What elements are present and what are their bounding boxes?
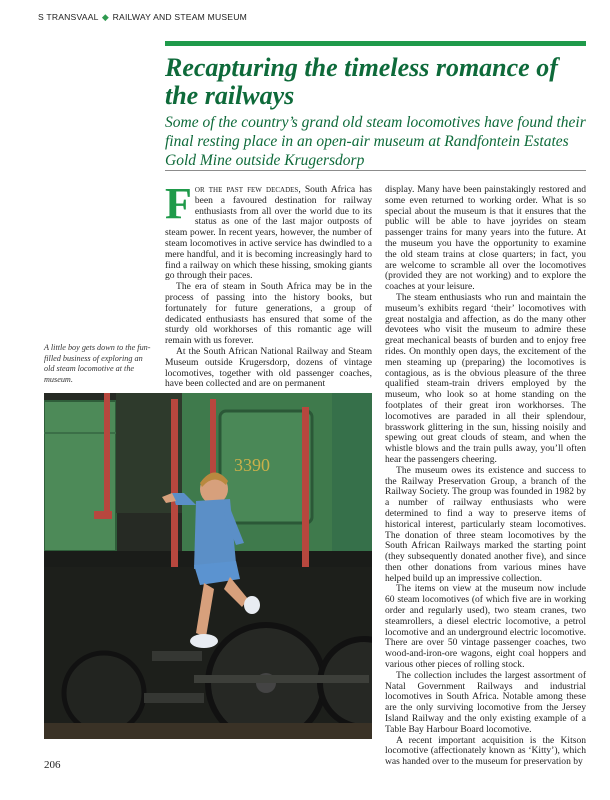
paragraph: The museum owes its existence and success to the Railway Preservation Group, a branch of the Railway Society. The group was founded in 1982 by a number of railway enthusiasts who were determined to find a way to preserve items of historical interest, particularly steam locomotives. The donation of three steam locomotives by the South African Railways marked the starting point (they subsequently donated another five), and since then other donations from various mines have helped build up an impressive collection. bbox=[385, 464, 586, 584]
small-wheel bbox=[64, 653, 144, 733]
header-section: S TRANSVAAL bbox=[38, 12, 99, 22]
paragraph: The steam enthusiasts who run and maintain the museum’s exhibits regard ‘their’ locomotives with great nostalgia and affection, as do the many other devotees who visit the museum to admire these great mechanical beasts of burden and to enjoy free rides. On monthly open days, the excitement of the men steaming up (preparing) the locomotives is contagious, as is the obvious pleasure of the three qualified steam-train drivers employed by the museum, who look so at home standing on the footplates of their great iron workhorses. The locomotives are paraded in all their splendour, brasswork glittering in the sun, hissing noisily and spewing out great clouds of steam, and when the whistle blows and the train pulls away, you’ll often hear the passengers cheering. bbox=[385, 291, 586, 465]
paragraph: The collection includes the largest assortment of Natal Government Railways and industrial locomotives in South Africa. Notable among these are the only surviving locomotive from the Jersey Island Railway and the only existing example of a Table Bay Harbour Board locomotive. bbox=[385, 669, 586, 735]
locomotive-photo bbox=[44, 393, 372, 739]
article-subtitle: Some of the country’s grand old steam locomotives have found their final resting place in an open-air museum at Randfontein Estates Gold Mine outside Krugersdorp bbox=[165, 114, 586, 169]
lead-in: or the past few decades bbox=[194, 184, 299, 195]
drop-cap: F bbox=[165, 179, 192, 228]
paragraph: The era of steam in South Africa may be in the process of passing into the history books, but fortunately for future generations, a group of dedicated enthusiasts has ensured that some of the sturdy old workhorses of this romantic age will remain with us forever. bbox=[165, 281, 372, 347]
article-title: Recapturing the timeless romance of the railways bbox=[165, 53, 558, 110]
paragraph: display. Many have been painstakingly restored and some even returned to working order. What is so special about the museum is that it ensures that the public will be able to have joyrides on steam passenger trains for many years into the future. At the museum you have the opportunity to examine the old steam trains at close quarters; in fact, you are welcome to scramble all over the locomotives (provided they are not working) and to explore the coaches at your leisure. bbox=[385, 184, 586, 293]
handrail bbox=[171, 399, 178, 569]
handrail bbox=[104, 393, 110, 513]
paragraph: At the South African National Railway and Steam Museum outside Krugersdorp, dozens of vintage locomotives, together with old passenger coaches, have been collected and are on permanent bbox=[165, 345, 372, 390]
body-column-1 bbox=[165, 179, 372, 390]
diamond-icon: ◆ bbox=[101, 12, 110, 22]
header-chapter: RAILWAY AND STEAM MUSEUM bbox=[112, 12, 247, 22]
subtitle-rule bbox=[165, 170, 586, 171]
paragraph: A recent important acquisition is the Kitson locomotive (affectionately known as ‘Kitty’), which was handed over to the museum for preservation by bbox=[385, 734, 586, 768]
step bbox=[144, 693, 204, 703]
paragraph bbox=[165, 179, 372, 282]
photo-caption: A little boy gets down to the fun-filled business of exploring an old steam locomotive at the museum. bbox=[44, 343, 151, 384]
title-rule bbox=[165, 41, 586, 46]
handrail bbox=[302, 407, 309, 577]
paragraph: The items on view at the museum now include 60 steam locomotives (of which five are in working order and regularly used), two steam cranes, two steamrollers, a diesel electric locomotive, a petrol locomotive and an underground electric locomotive. There are over 50 vintage passenger coaches, two wood-and-iron-ore wagons, eight coal hoppers and various other pieces of rolling stock. bbox=[385, 583, 586, 671]
step bbox=[152, 651, 202, 661]
body-column-2 bbox=[385, 185, 586, 768]
page-number: 206 bbox=[44, 759, 61, 771]
paragraph-text: , South Africa has been a favoured destination for railway enthusiasts from all over the world due to its status as one of the last major outposts of steam power. In recent years, however, the number of steam locomotives in active service has dwindled to a mere handful, and it is becoming increasingly hard to find a railway on which these hissing, smoking giants go through their paces. bbox=[165, 184, 372, 282]
cab-number: 3390 bbox=[234, 455, 270, 475]
running-header bbox=[38, 12, 578, 23]
